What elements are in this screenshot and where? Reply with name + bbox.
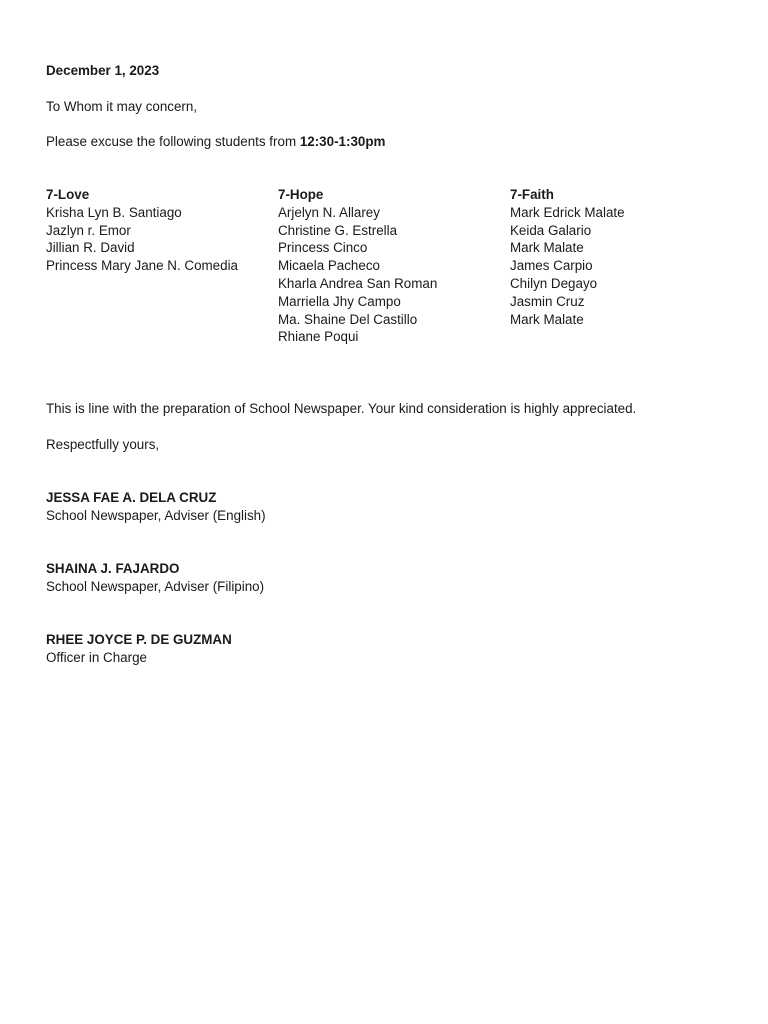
student-name: Jillian R. David bbox=[46, 240, 135, 256]
student-name: Jazlyn r. Emor bbox=[46, 222, 131, 238]
student-name: Mark Malate bbox=[510, 311, 584, 327]
student-name: Ma. Shaine Del Castillo bbox=[278, 311, 418, 327]
section-column-faith bbox=[510, 186, 625, 328]
letter-date: December 1, 2023 bbox=[46, 63, 160, 78]
closing: Respectfully yours, bbox=[46, 437, 160, 452]
student-name: Micaela Pacheco bbox=[278, 258, 380, 274]
signatory-title: School Newspaper, Adviser (English) bbox=[46, 508, 266, 523]
student-name: Princess Cinco bbox=[278, 240, 368, 256]
signatory-name: SHAINA J. FAJARDO bbox=[46, 561, 180, 576]
section-header: 7-Love bbox=[46, 187, 90, 202]
student-name: Krisha Lyn B. Santiago bbox=[46, 204, 182, 220]
section-column-hope bbox=[278, 186, 437, 346]
section-header: 7-Hope bbox=[278, 187, 324, 202]
student-name: Mark Malate bbox=[510, 240, 584, 256]
section-header: 7-Faith bbox=[510, 187, 554, 202]
student-name: Kharla Andrea San Roman bbox=[278, 275, 438, 291]
student-name: Chilyn Degayo bbox=[510, 275, 598, 291]
student-name: Princess Mary Jane N. Comedia bbox=[46, 258, 238, 274]
signatory-title: School Newspaper, Adviser (Filipino) bbox=[46, 579, 265, 594]
student-name: James Carpio bbox=[510, 258, 593, 274]
student-name: Keida Galario bbox=[510, 222, 592, 238]
letter-body: This is line with the preparation of School Newspaper. Your kind consideration is highly appreciated. bbox=[46, 401, 637, 416]
student-name: Christine G. Estrella bbox=[278, 222, 398, 238]
request-text: Please excuse the following students from bbox=[46, 134, 300, 149]
signatory-name: JESSA FAE A. DELA CRUZ bbox=[46, 490, 217, 505]
student-name: Rhiane Poqui bbox=[278, 329, 359, 345]
student-name: Arjelyn N. Allarey bbox=[278, 204, 380, 220]
student-name: Jasmin Cruz bbox=[510, 293, 585, 309]
salutation: To Whom it may concern, bbox=[46, 99, 198, 114]
student-name: Marriella Jhy Campo bbox=[278, 293, 401, 309]
signatory-name: RHEE JOYCE P. DE GUZMAN bbox=[46, 632, 232, 647]
signatory-title: Officer in Charge bbox=[46, 650, 147, 665]
request-line bbox=[46, 133, 385, 151]
section-column-love bbox=[46, 186, 238, 275]
student-name: Mark Edrick Malate bbox=[510, 204, 625, 220]
request-time: 12:30-1:30pm bbox=[299, 134, 386, 149]
